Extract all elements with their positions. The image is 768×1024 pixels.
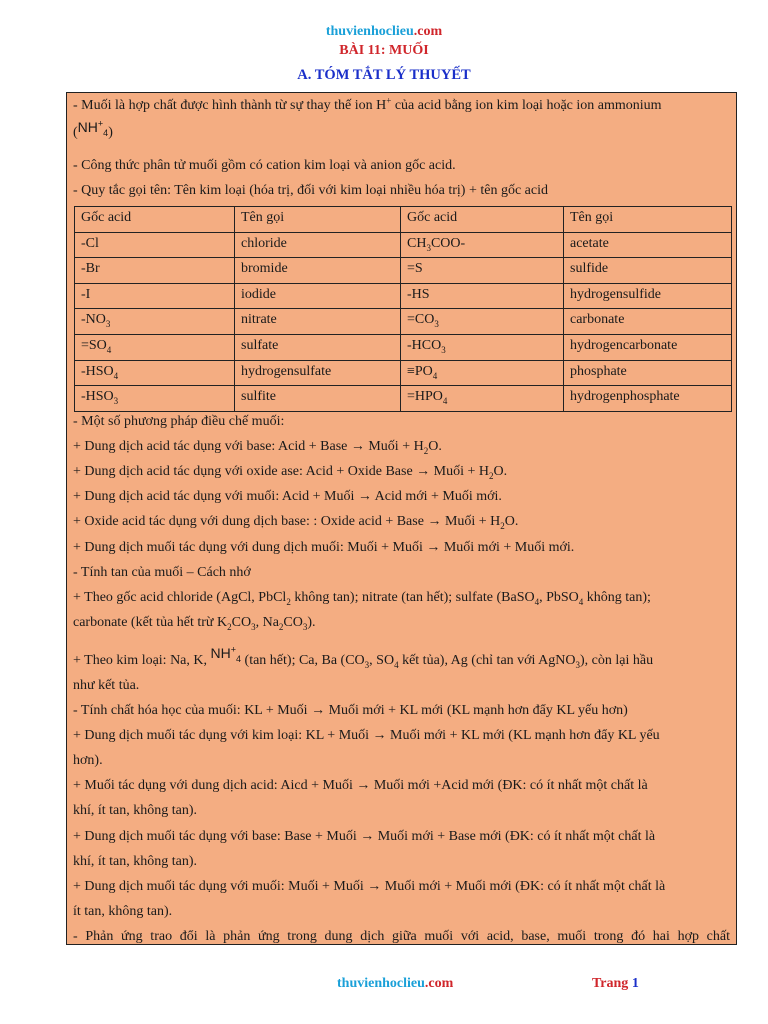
acid-cell: -Cl [75, 232, 235, 258]
table-row [75, 386, 732, 412]
name-cell: bromide [235, 258, 401, 284]
para-exchange-reaction: - Phản ứng trao đổi là phản ứng trong dung dịch giữa muối với acid, base, muối trong đó hai hợp chất [73, 929, 730, 944]
arrow-icon: → [416, 464, 431, 479]
name-cell: hydrogensulfide [564, 283, 732, 309]
footer-page-number: Trang 1 [592, 976, 639, 991]
name-cell: nitrate [235, 309, 401, 335]
summary-box [66, 92, 737, 945]
acid-cell: $-HSO_4$ [75, 360, 235, 386]
name-cell: iodide [235, 283, 401, 309]
name-cell: sulfite [235, 386, 401, 412]
acid-cell: =S [401, 258, 564, 284]
para-property-4b: ít tan, không tan). [73, 904, 173, 919]
acid-cell: $=HPO_4$ [401, 386, 564, 412]
arrow-icon: → [311, 703, 326, 718]
para-property-4a: + Dung dịch muối tác dụng với muối: Muối + Muối → Muối mới + Muối mới (ĐK: có ít nhất một chất là [73, 879, 666, 894]
name-cell: carbonate [564, 309, 732, 335]
acid-cell: $-HCO_3$ [401, 334, 564, 360]
arrow-icon: → [360, 829, 375, 844]
para-preparation-heading: - Một số phương pháp điều chế muối: [73, 414, 285, 429]
para-preparation-2: + Dung dịch acid tác dụng với oxide ase: Acid + Oxide Base → Muối + $H_2O$. [73, 464, 508, 481]
site-name-header [0, 24, 768, 40]
para-solubility-2a: + Theo kim loại: Na, K, $NH^+_4$ (tan hết); Ca, Ba ($CO_3$, $SO_4$ kết tủa), Ag (chỉ tan với AgNO$_3$), còn lại hầu [73, 644, 654, 670]
section-title: A. TÓM TẮT LÝ THUYẾT [297, 67, 471, 83]
acid-cell: $-NO_3$ [75, 309, 235, 335]
acid-cell: -Br [75, 258, 235, 284]
para-naming-rule: - Quy tắc gọi tên: Tên kim loại (hóa trị, đối với kim loại nhiều hóa trị) + tên gốc acid [73, 183, 548, 198]
para-preparation-1: + Dung dịch acid tác dụng với base: Acid + Base → Muối + $H_2O$. [73, 439, 442, 456]
table-row [75, 232, 732, 258]
acid-cell: $=CO_3$ [401, 309, 564, 335]
para-preparation-5: + Dung dịch muối tác dụng với dung dịch muối: Muối + Muối → Muối mới + Muối mới. [73, 540, 575, 555]
para-property-1b: hơn). [73, 753, 103, 768]
site-name-part2: .com [413, 24, 443, 39]
name-cell: hydrogensulfate [235, 360, 401, 386]
table-row [75, 283, 732, 309]
name-cell: chloride [235, 232, 401, 258]
arrow-icon: → [372, 728, 387, 743]
acid-cell: $CH_3COO-$ [401, 232, 564, 258]
name-cell: acetate [564, 232, 732, 258]
para-property-3a: + Dung dịch muối tác dụng với base: Base + Muối → Muối mới + Base mới (ĐK: có ít nhất một chất là [73, 829, 656, 844]
name-cell: hydrogenphosphate [564, 386, 732, 412]
acid-cell: $-HSO_3$ [75, 386, 235, 412]
arrow-icon: → [357, 489, 372, 504]
header-cell: Gốc acid [75, 207, 235, 233]
arrow-icon: → [426, 540, 441, 555]
arrow-icon: → [427, 514, 442, 529]
arrow-icon: → [367, 879, 382, 894]
site-name-part1: thuvienhoclieu [325, 24, 414, 39]
para-preparation-3: + Dung dịch acid tác dụng với muối: Acid + Muối → Acid mới + Muối mới. [73, 489, 502, 504]
para-property-1a: + Dung dịch muối tác dụng với kim loại: KL + Muối → Muối mới + KL mới (KL mạnh hơn đẩy KL yếu [73, 728, 660, 743]
name-cell: phosphate [564, 360, 732, 386]
arrow-icon: → [356, 778, 371, 793]
header-cell: Tên gọi [564, 207, 732, 233]
para-property-2b: khí, ít tan, không tan). [73, 803, 198, 818]
acid-cell: $=SO_4$ [75, 334, 235, 360]
footer-site-name: thuvienhoclieu.com [337, 976, 454, 991]
table-row [75, 258, 732, 284]
lesson-title: BÀI 11: MUỐI [339, 43, 429, 58]
name-cell: hydrogencarbonate [564, 334, 732, 360]
acid-naming-table [74, 206, 732, 412]
table-row [75, 360, 732, 386]
para-property-3b: khí, ít tan, không tan). [73, 854, 198, 869]
acid-cell: -I [75, 283, 235, 309]
header-cell: Gốc acid [401, 207, 564, 233]
para-chemical-properties: - Tính chất hóa học của muối: KL + Muối → Muối mới + KL mới (KL mạnh hơn đẩy KL yếu hơn) [73, 703, 628, 718]
para-solubility-heading: - Tính tan của muối – Cách nhớ [73, 565, 251, 580]
para-preparation-4: + Oxide acid tác dụng với dung dịch base: : Oxide acid + Base → Muối + $H_2O$. [73, 514, 519, 531]
para-solubility-2b: như kết tủa. [73, 678, 140, 693]
acid-cell: -HS [401, 283, 564, 309]
name-cell: sulfate [235, 334, 401, 360]
para-solubility-1a: + Theo gốc acid chloride (AgCl, PbCl$_2$ không tan); nitrate (tan hết); sulfate (BaSO$_4$, PbSO$_4$ không tan); [73, 590, 651, 607]
table-row [75, 334, 732, 360]
para-formula: - Công thức phân tử muối gồm có cation kim loại và anion gốc acid. [73, 158, 456, 173]
table-row [75, 309, 732, 335]
para-property-2a: + Muối tác dụng với dung dịch acid: Aicd + Muối → Muối mới +Acid mới (ĐK: có ít nhất một chất là [73, 778, 648, 793]
arrow-icon: → [350, 439, 365, 454]
para-solubility-1b: carbonate (kết tủa hết trừ $K_2CO_3$, $Na_2CO_3$). [73, 615, 316, 632]
acid-cell: $\equiv PO_4$ [401, 360, 564, 386]
table-header-row [75, 207, 732, 233]
header-cell: Tên gọi [235, 207, 401, 233]
para-definition: - Muối là hợp chất được hình thành từ sự thay thế ion H+ của acid bằng ion kim loại hoặc ion ammonium [73, 95, 662, 113]
para-ammonium: $(NH^+_4)$ [73, 118, 113, 140]
name-cell: sulfide [564, 258, 732, 284]
